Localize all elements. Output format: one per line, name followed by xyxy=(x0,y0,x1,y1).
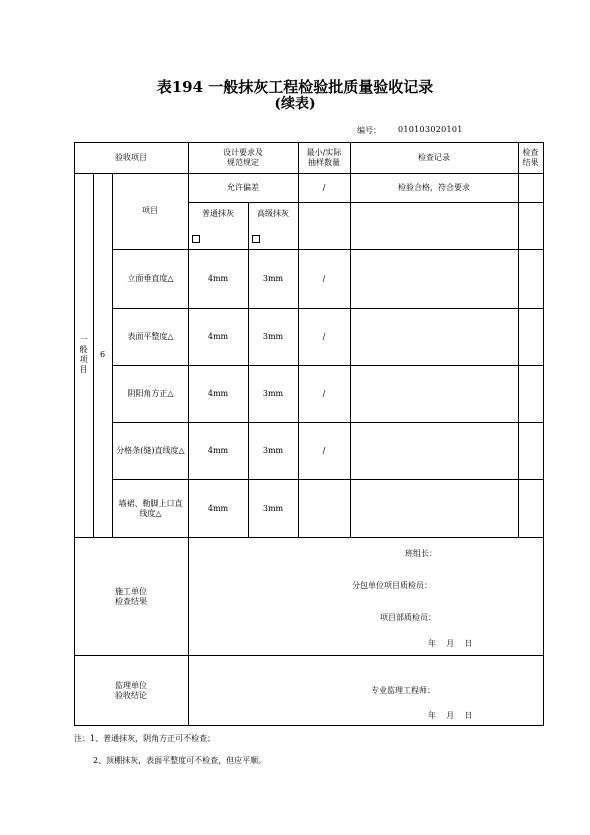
construction-date: 年 月 日 xyxy=(428,639,473,648)
construction-label-line1: 施工单位 xyxy=(115,586,147,596)
header-design xyxy=(188,142,298,173)
row-high: 3mm xyxy=(262,274,284,283)
row-high: 3mm xyxy=(262,389,284,398)
allowance-label: 允许偏差 xyxy=(227,182,259,192)
row-name: 立面垂直度△ xyxy=(127,274,174,283)
code-label: 编号： xyxy=(357,126,381,135)
construction-label xyxy=(74,538,188,655)
row-normal: 4mm xyxy=(207,503,229,513)
row-sample: / xyxy=(322,274,326,283)
supervision-label xyxy=(74,656,188,725)
construction-label-line2: 检查结果 xyxy=(115,596,147,606)
col-high-label: 高级抹灰 xyxy=(257,209,289,218)
note-2: 2、顶棚抹灰，表面平整度可不检查，但应平顺。 xyxy=(93,756,267,765)
code-value: 010103020101 xyxy=(398,125,463,134)
header-item: 验收项目 xyxy=(115,152,147,162)
normal-checkbox[interactable] xyxy=(192,235,200,243)
note-1: 注：1、普通抹灰，阴角方正可不检查； xyxy=(74,734,216,743)
col-normal-label: 普通抹灰 xyxy=(202,209,234,218)
team-leader-label: 班组长： xyxy=(405,549,437,558)
general-items-text: 一般项目 xyxy=(79,335,88,374)
supervision-label-line1: 监理单位 xyxy=(115,680,147,690)
table-border-right xyxy=(543,142,544,726)
row-high: 3mm xyxy=(262,446,284,455)
row-normal: 4mm xyxy=(207,446,229,455)
supervision-date: 年 月 日 xyxy=(428,711,473,720)
rule-col xyxy=(518,142,519,538)
header-design-line1: 设计要求及 xyxy=(223,147,263,157)
dept-inspector-label: 项目部质检员： xyxy=(380,613,436,622)
row-sample: / xyxy=(322,446,326,455)
row-sample: / xyxy=(322,332,326,341)
subitem-name: 项目 xyxy=(142,206,158,215)
row-sample xyxy=(298,480,350,537)
page-subtitle: (续表) xyxy=(274,96,316,112)
supervision-label-line2: 验收结论 xyxy=(115,690,147,700)
row-name: 墙裙、勒脚上口直线度△ xyxy=(118,498,183,518)
header-sample-line1: 最小/实际 xyxy=(306,147,342,157)
header-result xyxy=(518,142,543,173)
allowance-sample: / xyxy=(322,182,326,192)
row-number: 6 xyxy=(99,350,106,359)
row-normal: 4mm xyxy=(207,332,229,341)
row-name: 阴阳角方正△ xyxy=(127,389,174,398)
row-normal: 4mm xyxy=(207,389,229,398)
row-normal: 4mm xyxy=(207,274,229,283)
header-result-line2: 结果 xyxy=(522,157,539,167)
allowance-record: 检验合格，符合要求 xyxy=(398,182,470,192)
header-sample-line2: 抽样数量 xyxy=(308,157,340,167)
header-sample xyxy=(298,142,350,173)
high-checkbox[interactable] xyxy=(252,235,260,243)
row-name: 表面平整度△ xyxy=(127,332,174,341)
general-items-label xyxy=(74,173,93,537)
header-design-line2: 规范规定 xyxy=(227,157,259,167)
supervision-engineer-label: 专业监理工程师： xyxy=(371,686,435,695)
page-title: 表194 一般抹灰工程检验批质量验收记录 xyxy=(156,78,434,96)
row-sample: / xyxy=(322,389,326,398)
table-border-bottom xyxy=(74,725,544,726)
header-result-line1: 检查 xyxy=(522,147,539,157)
sub-inspector-label: 分包单位项目质检员： xyxy=(352,581,432,590)
row-high: 3mm xyxy=(262,503,284,513)
row-high: 3mm xyxy=(262,332,284,341)
row-name: 分格条(缝)直线度△ xyxy=(116,446,185,455)
header-record: 检查记录 xyxy=(418,152,450,162)
